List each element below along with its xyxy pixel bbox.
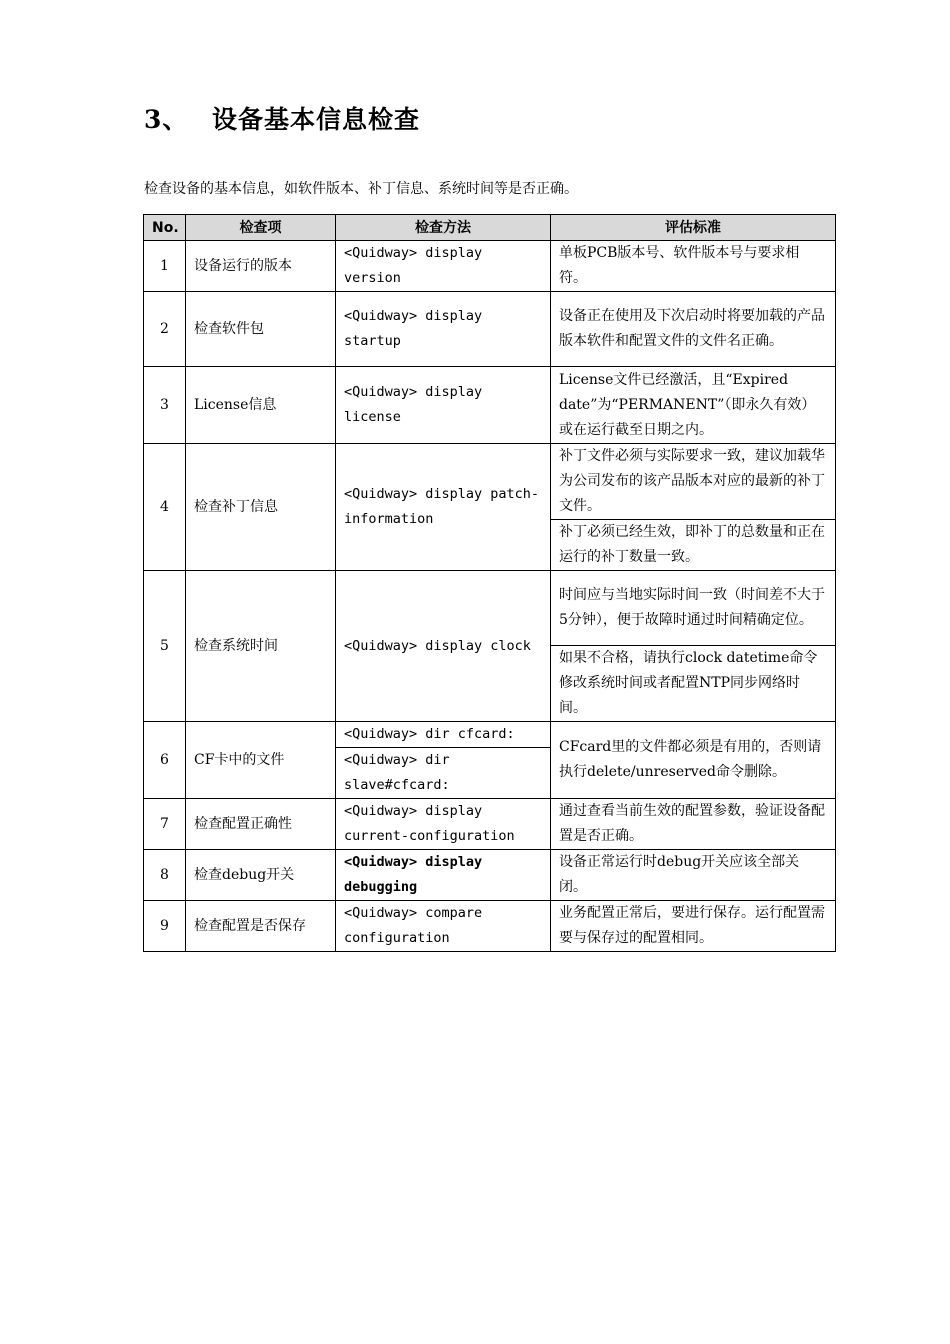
table-row [144,850,836,901]
row-criteria: License文件已经激活，且“Expired date”为“PERMANENT”（即永久有效）或在运行截至日期之内。 [551,367,836,444]
row-no: 2 [144,292,186,367]
table-row [144,444,836,520]
intro-paragraph: 检查设备的基本信息，如软件版本、补丁信息、系统时间等是否正确。 [144,181,578,197]
row-method: <Quidway> display clock [336,571,551,722]
check-table [143,214,836,952]
row-criteria: 单板PCB版本号、软件版本号与要求相符。 [551,241,836,292]
section-number: 3、 [144,105,189,134]
table-row [144,799,836,850]
row-item: 检查配置正确性 [186,799,336,850]
row-criteria: 业务配置正常后，要进行保存。运行配置需要与保存过的配置相同。 [551,901,836,952]
table-row [144,292,836,367]
row-method: <Quidway> display current-configuration [336,799,551,850]
row-item: 检查系统时间 [186,571,336,722]
row-item: 设备运行的版本 [186,241,336,292]
row-no: 9 [144,901,186,952]
row-method: <Quidway> compare configuration [336,901,551,952]
table-row [144,367,836,444]
row-no: 8 [144,850,186,901]
row-criteria: 设备正常运行时debug开关应该全部关闭。 [551,850,836,901]
row-criteria: 补丁文件必须与实际要求一致，建议加载华为公司发布的该产品版本对应的最新的补丁文件。 [551,444,836,520]
table-row [144,901,836,952]
row-item: License信息 [186,367,336,444]
row-criteria: CFcard里的文件都必须是有用的，否则请执行delete/unreserved命令删除。 [551,722,836,799]
row-item: 检查配置是否保存 [186,901,336,952]
row-method: <Quidway> dir cfcard: [336,722,551,748]
section-heading [144,100,420,136]
header-item: 检查项 [186,215,336,241]
row-no: 3 [144,367,186,444]
row-criteria: 补丁必须已经生效，即补丁的总数量和正在运行的补丁数量一致。 [551,520,836,571]
table-row [144,241,836,292]
row-item: CF卡中的文件 [186,722,336,799]
row-method: <Quidway> display startup [336,292,551,367]
row-method: <Quidway> dir slave#cfcard: [336,748,551,799]
row-method: <Quidway> display license [336,367,551,444]
row-no: 6 [144,722,186,799]
row-no: 1 [144,241,186,292]
table-row [144,722,836,748]
header-no: No. [144,215,186,241]
row-item: 检查软件包 [186,292,336,367]
row-item: 检查debug开关 [186,850,336,901]
row-method: <Quidway> display version [336,241,551,292]
table-row [144,571,836,646]
row-method: <Quidway> display patch-information [336,444,551,571]
row-no: 4 [144,444,186,571]
row-no: 5 [144,571,186,722]
row-criteria: 设备正在使用及下次启动时将要加载的产品版本软件和配置文件的文件名正确。 [551,292,836,367]
row-criteria: 时间应与当地实际时间一致（时间差不大于5分钟），便于故障时通过时间精确定位。 [551,571,836,646]
row-criteria: 通过查看当前生效的配置参数，验证设备配置是否正确。 [551,799,836,850]
row-method: <Quidway> display debugging [336,850,551,901]
row-no: 7 [144,799,186,850]
table-header-row [144,215,836,241]
row-criteria: 如果不合格，请执行clock datetime命令修改系统时间或者配置NTP同步网络时间。 [551,646,836,722]
header-criteria: 评估标准 [551,215,836,241]
row-item: 检查补丁信息 [186,444,336,571]
section-title: 设备基本信息检查 [212,105,421,134]
header-method: 检查方法 [336,215,551,241]
